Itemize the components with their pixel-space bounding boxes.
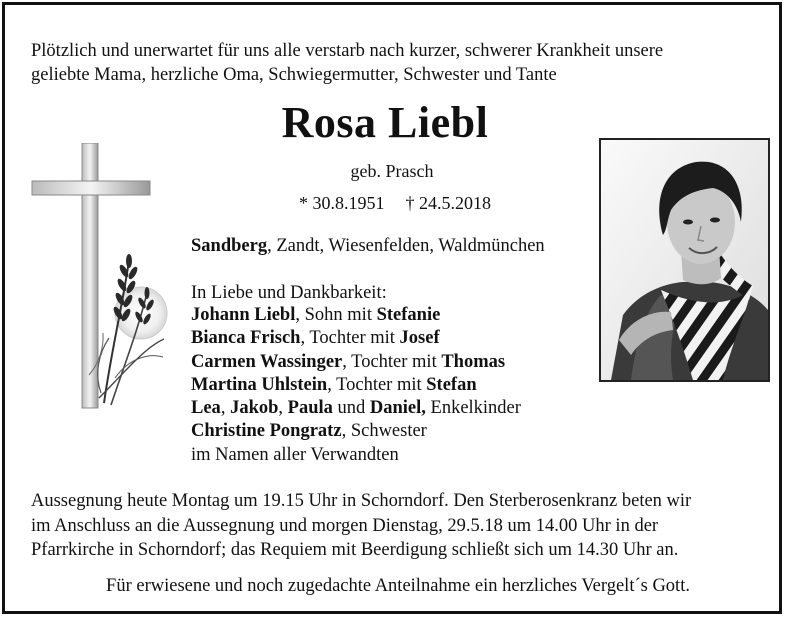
maiden-name: geb. Prasch — [350, 161, 434, 181]
mourners-heading: In Liebe und Dankbarkeit: — [191, 283, 387, 303]
sibling-row — [191, 420, 521, 443]
separator: , — [220, 398, 231, 419]
mourner-relation: , Sohn mit — [295, 305, 377, 325]
grandchild-name: Jakob — [230, 398, 279, 419]
mourner-row — [191, 327, 521, 350]
intro-text — [31, 39, 663, 87]
death-date: † 24.5.2018 — [405, 193, 491, 213]
mourner-partner: Thomas — [441, 351, 506, 372]
sibling-relation: , Schwester — [341, 421, 427, 442]
grandchildren-relation: Enkelkinder — [425, 398, 521, 419]
mourner-partner: Josef — [399, 328, 440, 349]
portrait-photo-image — [601, 140, 768, 380]
obituary-notice — [2, 2, 782, 614]
mourner-name: Martina Uhlstein — [191, 374, 328, 395]
mourner-row — [191, 351, 521, 374]
mourner-name: Johann Liebl — [191, 305, 296, 325]
mourner-row — [191, 304, 521, 327]
ceremony-line-1: Aussegnung heute Montag um 19.15 Uhr in Schorndorf. Den Sterberosenkranz beten wir — [31, 491, 692, 511]
mourner-relation: , Tochter mit — [327, 374, 427, 395]
mourner-relation: , Tochter mit — [300, 328, 400, 349]
ceremony-line-3: Pfarrkirche in Schorndorf; das Requiem mit Beerdigung schließt sich um 14.30 Uhr an. — [31, 540, 679, 560]
ceremony-text — [31, 489, 691, 563]
place-rest: , Zandt, Wiesenfelden, Waldmünchen — [267, 236, 545, 256]
mourner-partner: Stefanie — [376, 305, 441, 325]
intro-line-2: geliebte Mama, herzliche Oma, Schwiegermutter, Schwester und Tante — [31, 65, 557, 85]
mourner-row — [191, 374, 521, 397]
mourner-name: Bianca Frisch — [191, 328, 301, 349]
deceased-name: Rosa Liebl — [281, 98, 489, 147]
mourner-relation: , Tochter mit — [342, 351, 442, 372]
grandchild-name: Paula — [287, 398, 333, 419]
place-main: Sandberg — [191, 236, 268, 256]
cross-wheat-icon — [29, 143, 169, 413]
portrait-photo — [599, 138, 770, 382]
mourners-list — [191, 304, 521, 467]
sibling-name: Christine Pongratz — [191, 421, 342, 442]
birth-date: * 30.8.1951 — [299, 193, 385, 213]
places-line — [191, 234, 545, 258]
separator: und — [332, 398, 370, 419]
intro-line-1: Plötzlich und unerwartet für uns alle verstarb nach kurzer, schwerer Krankheit unsere — [31, 41, 664, 61]
separator: , — [278, 398, 288, 419]
closing-text: Für erwiesene und noch zugedachte Anteilnahme ein herzliches Vergelt´s Gott. — [106, 576, 690, 596]
ceremony-line-2: im Anschluss an die Aussegnung und morgen Dienstag, 29.5.18 um 14.00 Uhr in der — [31, 515, 659, 536]
mourner-name: Carmen Wassinger — [191, 351, 343, 372]
mourner-partner: Stefan — [426, 374, 477, 395]
life-dates — [245, 193, 545, 214]
grandchild-name: Daniel, — [369, 398, 426, 419]
grandchildren-row — [191, 397, 521, 420]
relatives-row: im Namen aller Verwandten — [191, 444, 399, 465]
grandchild-name: Lea — [191, 398, 221, 419]
